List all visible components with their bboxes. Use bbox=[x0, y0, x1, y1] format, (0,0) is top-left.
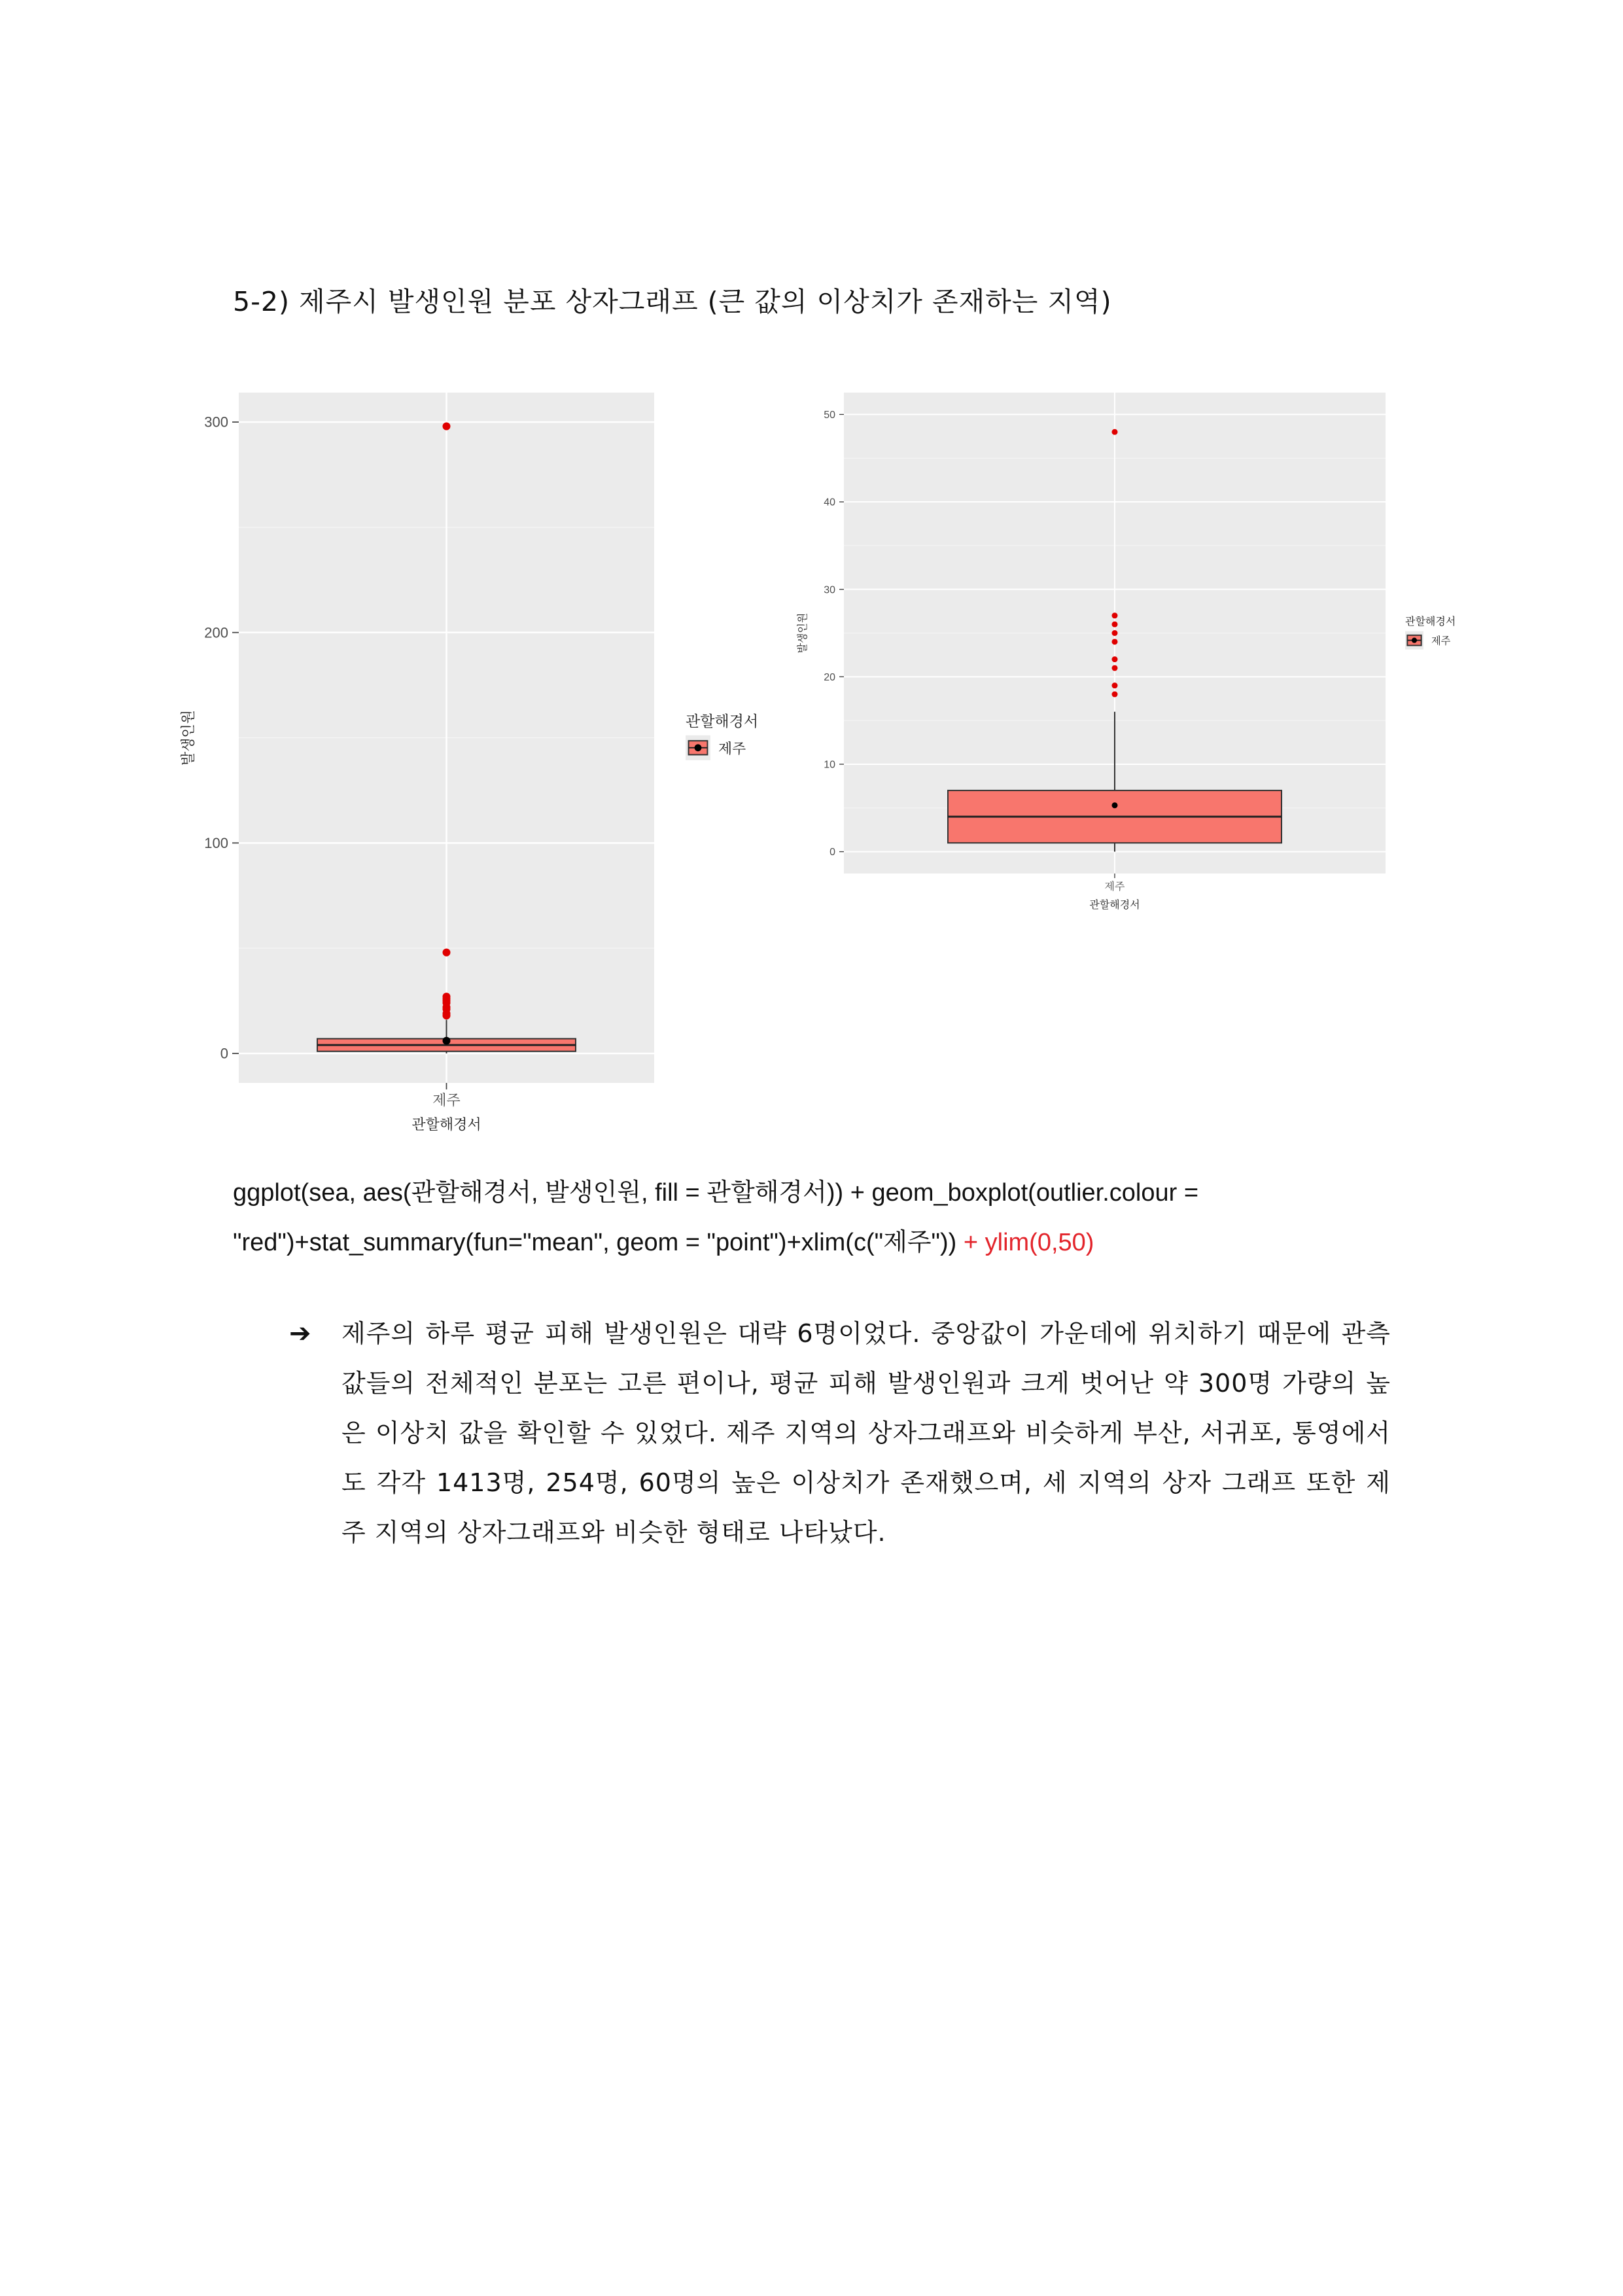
section-heading: 5-2) 제주시 발생인원 분포 상자그래프 (큰 값의 이상치가 존재하는 지역) bbox=[233, 286, 1112, 317]
legend-entry-label: 제주 bbox=[718, 741, 746, 758]
boxplot-limited-range bbox=[792, 386, 1485, 929]
outlier-point bbox=[443, 422, 451, 430]
outlier-point bbox=[1112, 656, 1118, 662]
y-tick-label: 0 bbox=[829, 847, 835, 858]
boxplot-full-range-svg bbox=[164, 386, 785, 1145]
y-axis-title: 발생인원 bbox=[181, 709, 197, 766]
r-code-line-2-main: "red")+stat_summary(fun="mean", geom = "point")+xlim(c("제주")) bbox=[233, 1229, 957, 1256]
outlier-point bbox=[1112, 429, 1118, 435]
y-tick-label: 10 bbox=[824, 759, 835, 771]
x-axis-title: 관할해경서 bbox=[1089, 898, 1140, 911]
boxplot-limited-range-svg bbox=[792, 386, 1485, 929]
y-tick-label: 20 bbox=[824, 671, 835, 683]
y-tick-label: 0 bbox=[220, 1045, 228, 1062]
outlier-point bbox=[1112, 612, 1118, 618]
x-tick-label: 제주 bbox=[1104, 880, 1125, 892]
legend-entry-label: 제주 bbox=[1431, 635, 1451, 647]
y-tick-label: 50 bbox=[824, 410, 835, 421]
r-code-line-2 bbox=[233, 1218, 1391, 1267]
outlier-point bbox=[1112, 630, 1118, 636]
legend-key-mean bbox=[1412, 638, 1417, 643]
outlier-point bbox=[1112, 639, 1118, 645]
x-axis-title: 관할해경서 bbox=[411, 1117, 481, 1133]
r-code-line-1: ggplot(sea, aes(관할해경서, 발생인원, fill = 관할해경서)) + geom_boxplot(outlier.colour = bbox=[233, 1179, 1199, 1207]
r-code bbox=[233, 1168, 1391, 1267]
y-tick-label: 100 bbox=[204, 835, 228, 852]
outlier-point bbox=[1112, 692, 1118, 698]
legend-key-mean bbox=[695, 744, 702, 751]
x-tick-label: 제주 bbox=[432, 1093, 461, 1109]
outlier-point bbox=[1112, 665, 1118, 671]
legend-title: 관할해경서 bbox=[1405, 615, 1456, 627]
mean-point bbox=[1112, 802, 1118, 808]
y-axis-title: 발생인원 bbox=[796, 612, 809, 654]
arrow-bullet-icon: ➔ bbox=[289, 1318, 311, 1349]
mean-point bbox=[443, 1037, 451, 1045]
outlier-point bbox=[443, 993, 451, 1000]
y-tick-label: 40 bbox=[824, 497, 835, 508]
outlier-point bbox=[443, 949, 451, 957]
outlier-point bbox=[1112, 622, 1118, 627]
analysis-paragraph: 제주의 하루 평균 피해 발생인원은 대략 6명이었다. 중앙값이 가운데에 위치하기 때문에 관측값들의 전체적인 분포는 고른 편이나, 평균 피해 발생인원과 크게 벗어난 약 300명 가량의 높은 이상치 값을 확인할 수 있었다. 제주 지역의 상자그래프와 비슷하게 부산, 서귀포, 통영에서도 각각 1413명, 254명, 60명의 높은 이상치가 존재했으며, 세 지역의 상자 그래프 또한 제주 지역의 상자그래프와 비슷한 형태로 나타났다. bbox=[341, 1319, 1391, 1547]
legend-title: 관할해경서 bbox=[686, 713, 759, 730]
r-code-ylim-highlight: + ylim(0,50) bbox=[956, 1229, 1094, 1256]
outlier-point bbox=[1112, 682, 1118, 688]
y-tick-label: 30 bbox=[824, 584, 835, 596]
y-tick-label: 300 bbox=[204, 414, 228, 431]
boxplot-full-range bbox=[164, 386, 785, 1145]
y-tick-label: 200 bbox=[204, 624, 228, 641]
